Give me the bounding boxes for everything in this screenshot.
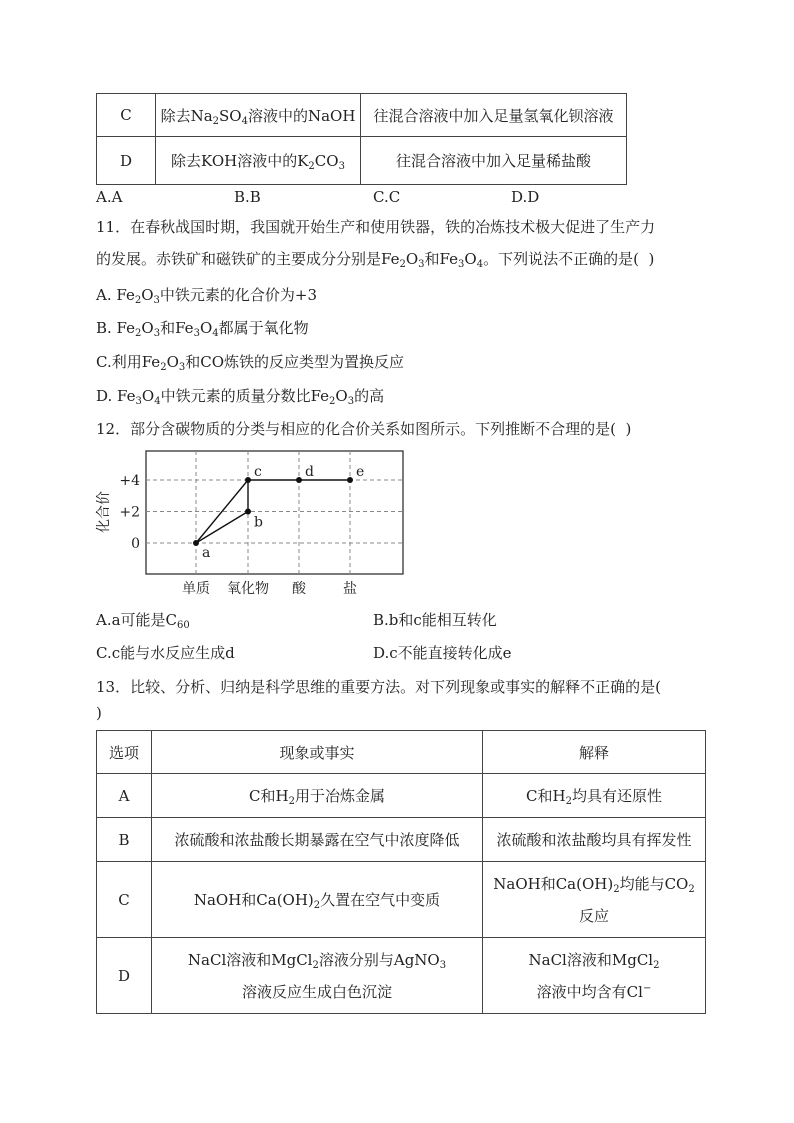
table-row: [97, 94, 627, 137]
q11-option-b: B. $Fe_2O_3$和$Fe_3O_4$都属于氧化物: [96, 319, 309, 339]
y-tick-label: +2: [119, 504, 140, 521]
explain-cell: 浓硫酸和浓盐酸均具有挥发性: [483, 818, 706, 862]
purpose-cell: 除去KOH溶液中的$K_2CO_3$: [156, 137, 361, 185]
q11-option-d: D. $Fe_3O_4$中铁元素的质量分数比$Fe_2O_3$的高: [96, 387, 385, 407]
method-cell: 往混合溶液中加入足量氢氧化钡溶液: [361, 94, 627, 137]
row-label: D: [97, 137, 156, 185]
q13-stem-line2: ): [96, 704, 102, 722]
valence-chart: [90, 448, 410, 598]
q10-option-a: A.A: [96, 188, 123, 206]
x-category-label: 氧化物: [227, 581, 269, 597]
point-label-b: b: [254, 514, 263, 531]
q12-option-d: D.c不能直接转化成e: [373, 644, 512, 662]
explain-cell: NaOH和$Ca(OH)_2$均能与$CO_2$ 反应: [483, 862, 706, 938]
q13-stem-line1: 13．比较、分析、归纳是科学思维的重要方法。对下列现象或事实的解释不正确的是(: [96, 678, 661, 696]
q10-option-b: B.B: [234, 188, 261, 206]
x-category-label: 酸: [292, 581, 306, 597]
y-axis-label: 化合价: [96, 491, 112, 533]
point-label-c: c: [254, 464, 262, 480]
point-a: [193, 540, 199, 546]
table-row: [97, 774, 706, 818]
q10-options-table: [96, 93, 627, 185]
point-c: [245, 477, 251, 483]
fact-cell: NaCl溶液和MgCl$_2$溶液分别与AgNO$_3$ 溶液反应生成白色沉淀: [152, 938, 483, 1014]
method-cell: 往混合溶液中加入足量稀盐酸: [361, 137, 627, 185]
x-category-label: 盐: [343, 581, 357, 597]
fact-cell: 浓硫酸和浓盐酸长期暴露在空气中浓度降低: [152, 818, 483, 862]
table-row: [97, 137, 627, 185]
row-label: A: [97, 774, 152, 818]
q12-stem: 12．部分含碳物质的分类与相应的化合价关系如图所示。下列推断不合理的是( ): [96, 420, 632, 438]
plot-frame: [146, 451, 403, 574]
row-label: D: [97, 938, 152, 1014]
table-row: [97, 818, 706, 862]
point-e: [347, 477, 353, 483]
point-label-d: d: [305, 464, 314, 480]
fact-cell: NaOH和$Ca(OH)_2$久置在空气中变质: [152, 862, 483, 938]
explain-cell: C和$H_2$均具有还原性: [483, 774, 706, 818]
point-label-a: a: [202, 545, 211, 561]
y-tick-label: +4: [119, 473, 140, 489]
purpose-cell: 除去$Na_2SO_4$溶液中的NaOH: [156, 94, 361, 137]
q11-option-c: C.利用$Fe_2O_3$和CO炼铁的反应类型为置换反应: [96, 353, 405, 373]
q11-stem-line1: 11．在春秋战国时期，我国就开始生产和使用铁器，铁的冶炼技术极大促进了生产力: [96, 218, 656, 236]
row-label: B: [97, 818, 152, 862]
header-fact: 现象或事实: [152, 731, 483, 774]
q12-option-a: A.a可能是$C_{60}$: [96, 611, 190, 631]
y-tick-label: 0: [131, 536, 140, 552]
explain-cell: NaCl溶液和MgCl$_2$ 溶液中均含有Cl−: [483, 938, 706, 1014]
table-row: [97, 862, 706, 938]
x-category-label: 单质: [182, 581, 210, 597]
header-explain: 解释: [483, 731, 706, 774]
edge-a-b: [196, 512, 248, 544]
table-row: [97, 938, 706, 1014]
q12-option-c: C.c能与水反应生成d: [96, 644, 235, 662]
table-header-row: [97, 731, 706, 774]
q11-option-a: A. $Fe_2O_3$中铁元素的化合价为+3: [96, 286, 318, 306]
row-label: C: [97, 94, 156, 137]
point-label-e: e: [356, 464, 365, 480]
point-d: [296, 477, 302, 483]
header-option: 选项: [97, 731, 152, 774]
q10-option-d: D.D: [511, 188, 540, 206]
q12-option-b: B.b和c能相互转化: [373, 611, 497, 629]
q10-option-c: C.C: [373, 188, 401, 206]
point-b: [245, 509, 251, 515]
q11-stem-line2: 的发展。赤铁矿和磁铁矿的主要成分分别是$Fe_2O_3$和$Fe_3O_4$。下列说法不正确的是( ): [96, 250, 655, 270]
q13-table: [96, 730, 706, 1014]
fact-cell: C和$H_2$用于冶炼金属: [152, 774, 483, 818]
row-label: C: [97, 862, 152, 938]
